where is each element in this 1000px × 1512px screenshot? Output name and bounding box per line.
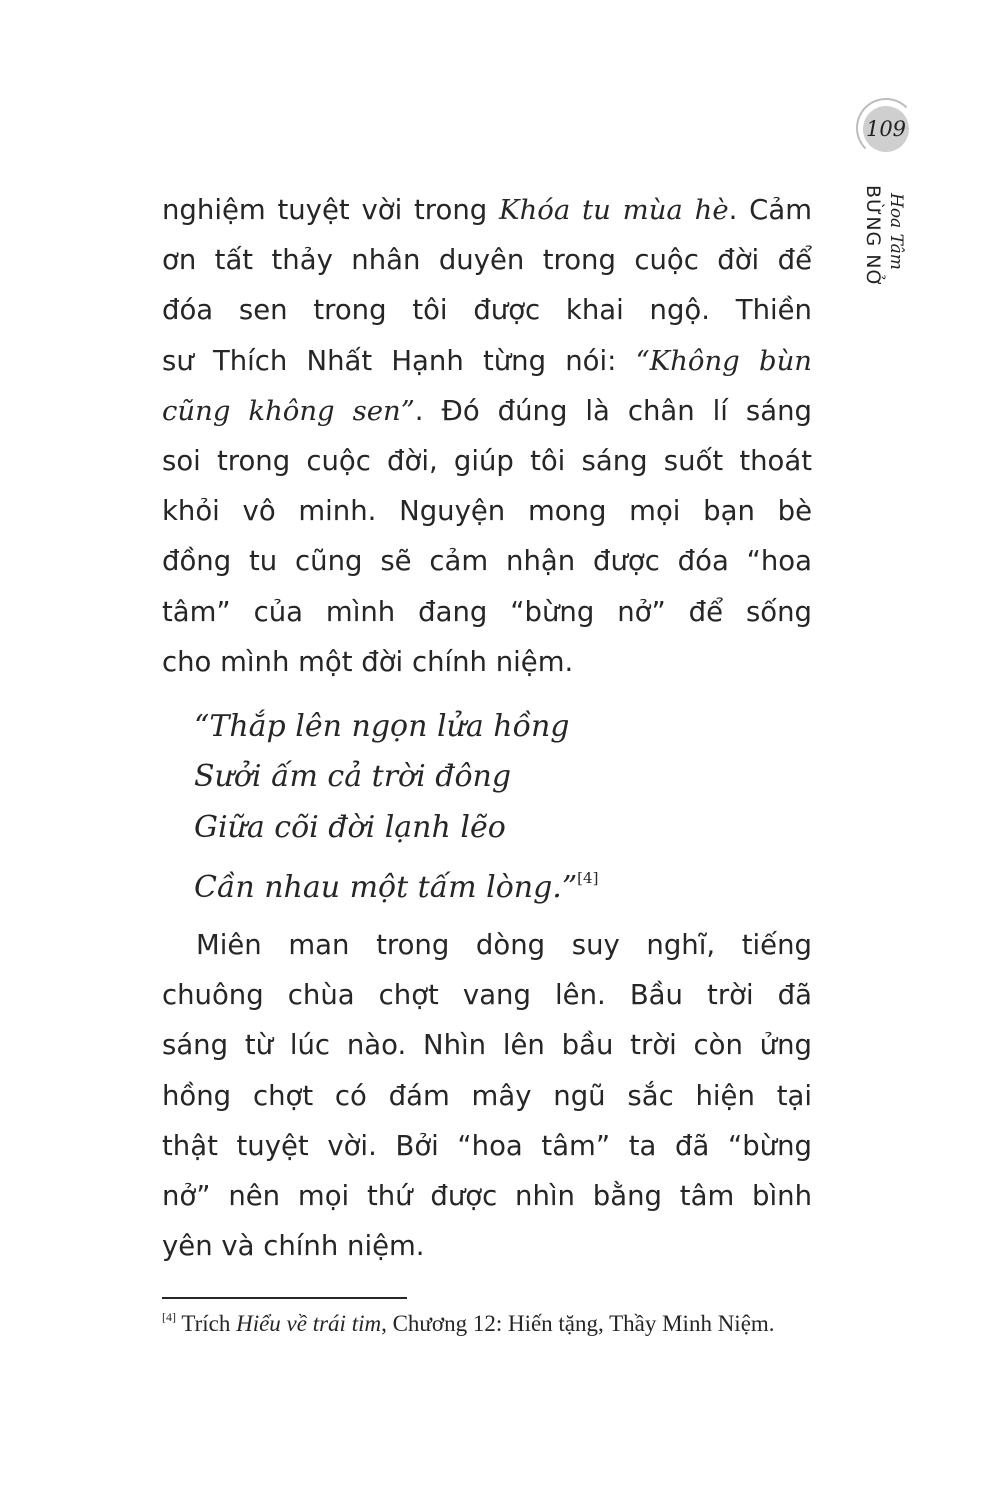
paragraph-1-line: tâm” của mình đang “bừng nở” để sống bbox=[162, 595, 812, 628]
paragraph-2-line: Miên man trong dòng suy nghĩ, tiếng bbox=[196, 929, 812, 961]
paragraph-1-line: cũng không sen”. Đó đúng là chân lí sáng bbox=[162, 394, 812, 427]
poem-line: “Thắp lên ngọn lửa hồng bbox=[194, 709, 570, 744]
paragraph-1-line: nghiệm tuyệt vời trong Khóa tu mùa hè. Cảm bbox=[162, 194, 812, 226]
paragraph-1-line: ơn tất thảy nhân duyên trong cuộc đời để bbox=[162, 244, 812, 277]
paragraph-1-line: đồng tu cũng sẽ cảm nhận được đóa “hoa bbox=[162, 545, 812, 578]
poem bbox=[194, 702, 794, 913]
footnote-book-title: Hiểu về trái tim bbox=[236, 1311, 382, 1336]
poem-line: Sưởi ấm cả trời đông bbox=[194, 759, 512, 795]
page-number: 109 bbox=[865, 117, 907, 141]
poem-line: Cần nhau một tấm lòng.”[4] bbox=[194, 868, 599, 905]
footnote-divider bbox=[162, 1297, 407, 1299]
paragraph-1 bbox=[162, 185, 812, 687]
paragraph-2 bbox=[162, 920, 812, 1271]
paragraph-2-line: chuông chùa chợt vang lên. Bầu trời đã bbox=[162, 979, 812, 1012]
footnote-reference[interactable]: [4] bbox=[577, 868, 599, 887]
paragraph-1-line: soi trong cuộc đời, giúp tôi sáng suốt thoát bbox=[162, 444, 812, 477]
running-title-script: Hoa Tâm bbox=[886, 193, 906, 270]
poem-line: Giữa cõi đời lạnh lẽo bbox=[194, 809, 506, 845]
paragraph-2-line: sáng từ lúc nào. Nhìn lên bầu trời còn ửng bbox=[162, 1029, 812, 1062]
paragraph-1-line: sư Thích Nhất Hạnh từng nói: “Không bùn bbox=[162, 344, 812, 377]
paragraph-2-line: hồng chợt có đám mây ngũ sắc hiện tại bbox=[162, 1079, 812, 1112]
paragraph-2-line: nở” nên mọi thứ được nhìn bằng tâm bình bbox=[162, 1179, 812, 1212]
paragraph-1-line: khỏi vô minh. Nguyện mong mọi bạn bè bbox=[162, 495, 812, 528]
paragraph-1-line: đóa sen trong tôi được khai ngộ. Thiền bbox=[162, 294, 812, 327]
footnote-marker: [4] bbox=[162, 1310, 176, 1324]
paragraph-2-line: thật tuyệt vời. Bởi “hoa tâm” ta đã “bừng bbox=[162, 1129, 812, 1162]
paragraph-2-line: yên và chính niệm. bbox=[162, 1230, 425, 1263]
footnote: [4] Trích Hiểu về trái tim, Chương 12: Hiến tặng, Thầy Minh Niệm. bbox=[162, 1310, 775, 1336]
running-title-main: BỪNG NỞ bbox=[862, 185, 884, 288]
running-title bbox=[862, 185, 922, 295]
paragraph-1-line: cho mình một đời chính niệm. bbox=[162, 645, 574, 678]
